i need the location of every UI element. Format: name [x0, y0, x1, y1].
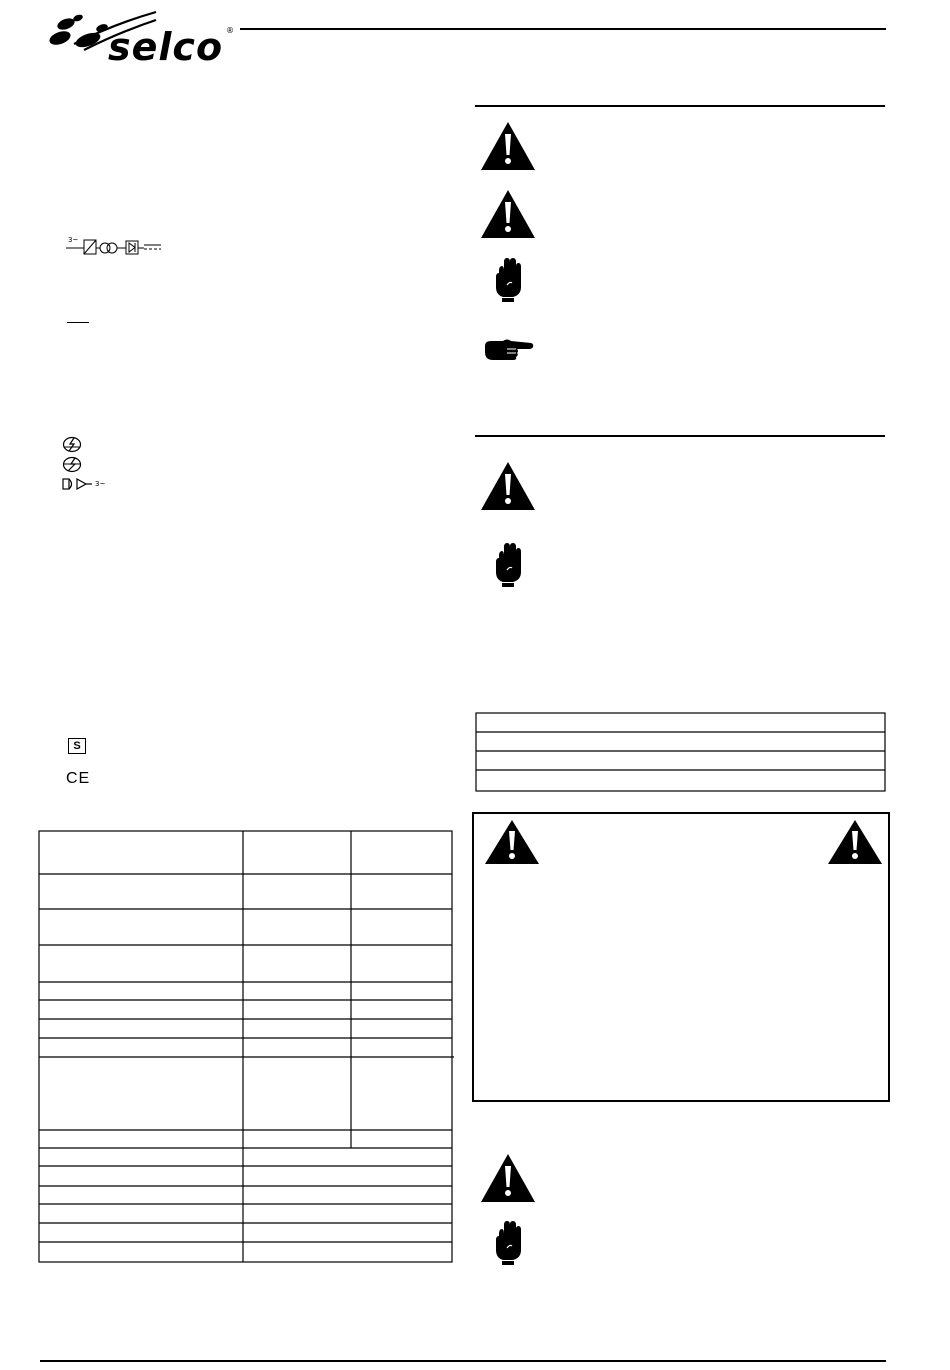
warning-triangle-icon — [483, 818, 541, 866]
ce-mark-symbol: CE — [66, 770, 91, 787]
warning-triangle-icon — [479, 460, 537, 512]
info-table — [475, 712, 887, 794]
registered-mark: ® — [226, 26, 234, 35]
warning-triangle-icon — [479, 1152, 537, 1204]
stop-hand-icon — [493, 542, 523, 588]
footer-rule — [40, 1360, 886, 1362]
gas-generator-icon — [62, 436, 82, 453]
pointing-hand-icon — [483, 336, 535, 364]
brand-name: selco — [108, 25, 224, 69]
stop-hand-icon — [493, 257, 523, 303]
dc-symbol-rule — [67, 322, 89, 323]
engine-generator-phase: 3~ — [95, 480, 106, 488]
spec-table — [38, 830, 454, 1264]
section-rule-1 — [475, 105, 885, 107]
diesel-generator-icon — [62, 456, 82, 473]
warning-triangle-icon — [826, 818, 884, 866]
header-rule — [240, 28, 886, 30]
block-diagram — [66, 234, 166, 258]
block-diagram-icon — [66, 234, 166, 258]
engine-generator-icon — [62, 476, 96, 492]
s-mark-symbol: S — [68, 738, 86, 754]
engine-driven-generator — [62, 476, 122, 492]
stop-hand-icon — [493, 1220, 523, 1266]
input-phase-label: 3~ — [68, 236, 79, 244]
section-rule-2 — [475, 435, 885, 437]
warning-triangle-icon — [479, 188, 537, 240]
warning-triangle-icon — [479, 120, 537, 172]
